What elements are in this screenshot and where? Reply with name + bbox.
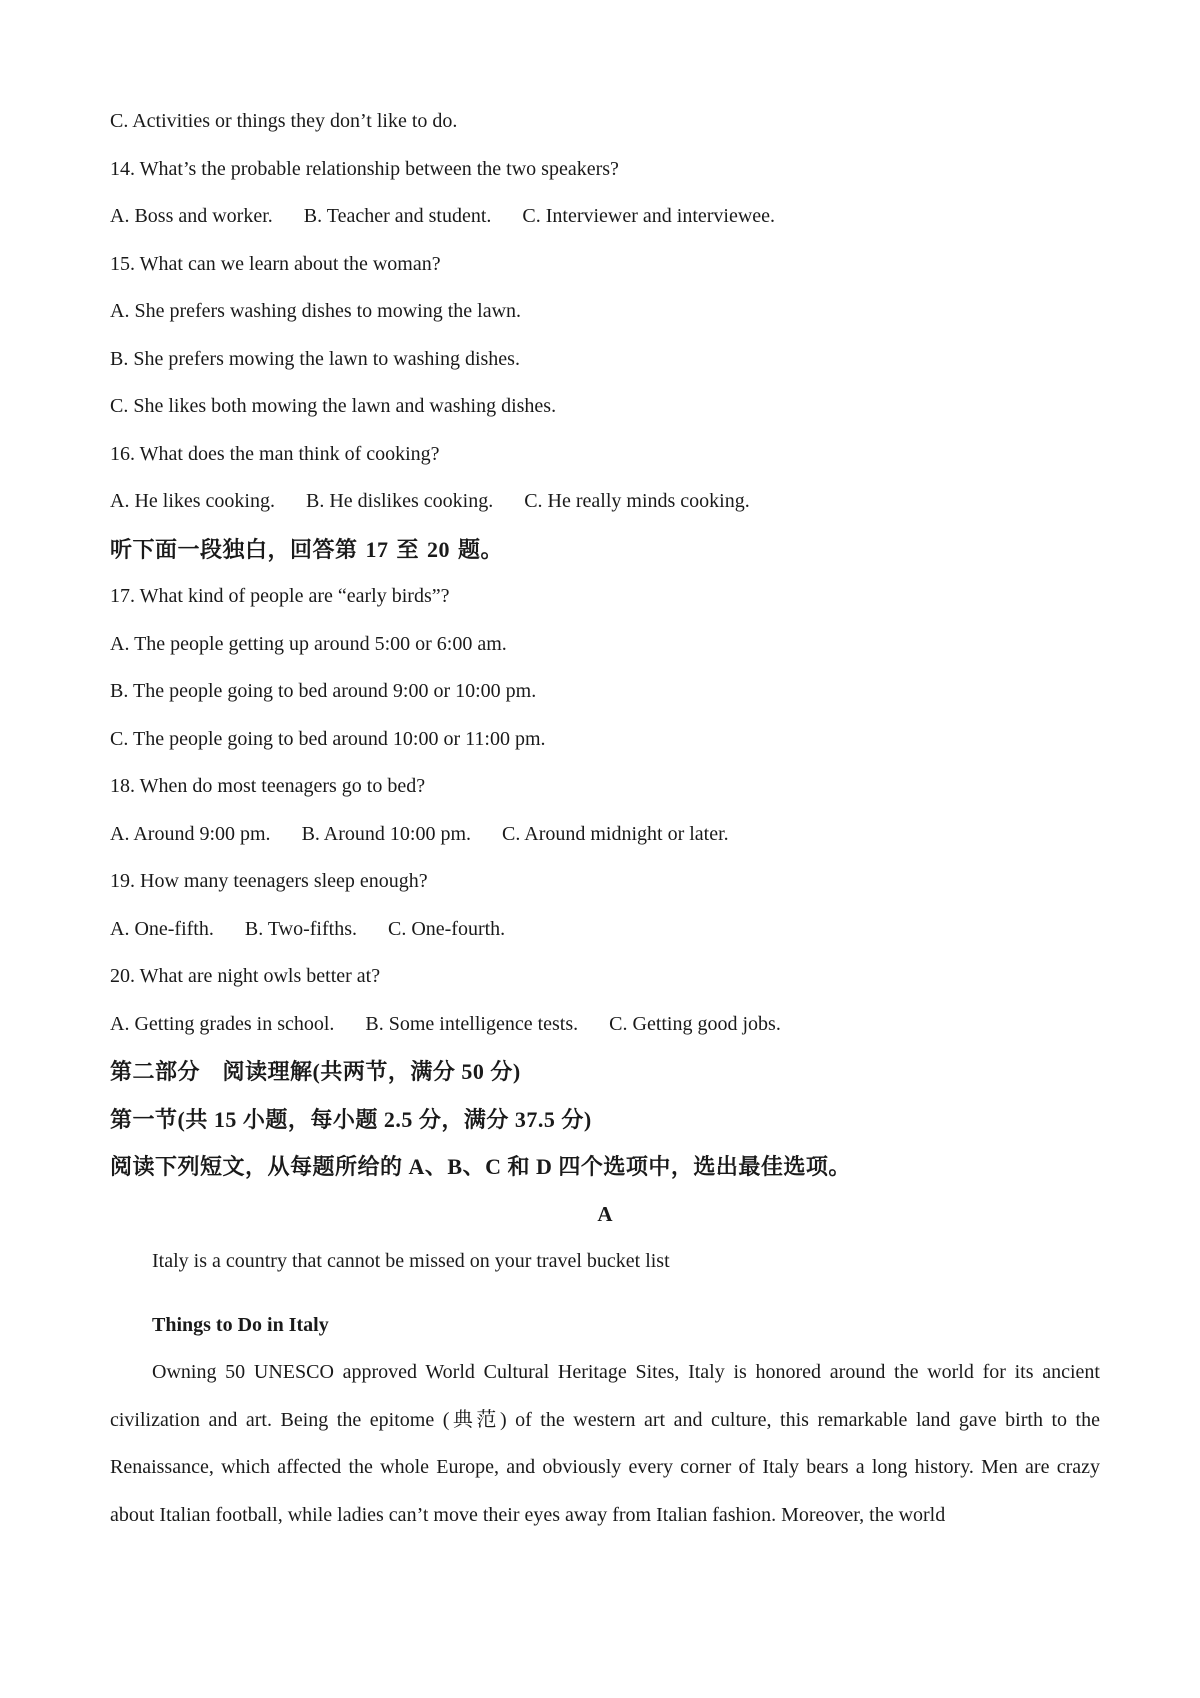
passage-subtitle: Things to Do in Italy <box>152 1313 329 1336</box>
passage-letter: A <box>597 1201 613 1226</box>
q15-question: 15. What can we learn about the woman? <box>110 252 441 275</box>
q16-option-b: B. He dislikes cooking. <box>305 490 494 512</box>
monologue-heading-from: 17 <box>365 536 389 562</box>
q15-option-c: C. She likes both mowing the lawn and washing dishes. <box>110 395 557 417</box>
q17-option-a: A. The people getting up around 5:00 or 6:00 am. <box>110 632 507 655</box>
passage-intro: Italy is a country that cannot be missed on your travel bucket list <box>152 1250 670 1272</box>
monologue-heading-to: 20 <box>427 536 451 562</box>
q16-question: 16. What does the man think of cooking? <box>110 442 440 465</box>
q19-options <box>110 906 1100 954</box>
q15-option-a: A. She prefers washing dishes to mowing the lawn. <box>110 300 522 322</box>
q19-option-a: A. One-fifth. <box>110 917 214 940</box>
q18-question: 18. When do most teenagers go to bed? <box>110 775 426 797</box>
q16-options <box>110 478 1100 526</box>
q19-option-b: B. Two-fifths. <box>244 917 357 940</box>
q14-options <box>110 193 1100 241</box>
q18-option-c: C. Around midnight or later. <box>502 822 729 845</box>
q20-options <box>110 1001 1100 1049</box>
q14-option-b: B. Teacher and student. <box>303 205 492 227</box>
passage-paragraph: Owning 50 UNESCO approved World Cultural Heritage Sites, Italy is honored around the world for its ancient civilization and art. Being the epitome (典范) of the western art and culture, this remarkable land gave birth to the Renaissance, which affected the whole Europe, and obviously every corner of Italy bears a long history. Men are crazy about Italian football, while ladies can’t move their eyes away from Italian fashion. Moreover, the world <box>110 1361 1100 1526</box>
q20-option-b: B. Some intelligence tests. <box>365 1012 579 1035</box>
monologue-heading <box>110 526 1100 574</box>
exam-page <box>110 98 1100 1539</box>
q20-option-a: A. Getting grades in school. <box>110 1012 335 1035</box>
q18-option-b: B. Around 10:00 pm. <box>301 822 472 845</box>
q19-question: 19. How many teenagers sleep enough? <box>110 870 428 892</box>
q17-option-b: B. The people going to bed around 9:00 or 10:00 pm. <box>110 680 537 702</box>
monologue-heading-post: 题。 <box>458 536 504 562</box>
q18-options <box>110 811 1100 859</box>
q14-question: 14. What’s the probable relationship between the two speakers? <box>110 157 619 180</box>
q13-option-c: C. Activities or things they don’t like to do. <box>110 110 458 132</box>
part2-heading: 第二部分 阅读理解(共两节，满分 50 分) <box>110 1059 521 1084</box>
reading-instruction: 阅读下列短文，从每题所给的 A、B、C 和 D 四个选项中，选出最佳选项。 <box>110 1154 851 1179</box>
q17-option-c: C. The people going to bed around 10:00 or 11:00 pm. <box>110 727 546 750</box>
monologue-heading-mid: 至 <box>396 536 420 562</box>
q16-option-c: C. He really minds cooking. <box>524 490 750 512</box>
q15-option-b: B. She prefers mowing the lawn to washing dishes. <box>110 347 520 370</box>
section1-heading: 第一节(共 15 小题，每小题 2.5 分，满分 37.5 分) <box>110 1106 592 1132</box>
q19-option-c: C. One-fourth. <box>387 917 506 940</box>
q16-option-a: A. He likes cooking. <box>110 490 275 512</box>
q14-option-c: C. Interviewer and interviewee. <box>522 205 776 227</box>
monologue-heading-pre: 听下面一段独白，回答第 <box>110 536 358 562</box>
q20-option-c: C. Getting good jobs. <box>609 1012 781 1035</box>
q20-question: 20. What are night owls better at? <box>110 965 381 987</box>
q18-option-a: A. Around 9:00 pm. <box>110 822 271 845</box>
q17-question: 17. What kind of people are “early birds”? <box>110 585 450 607</box>
q14-option-a: A. Boss and worker. <box>110 205 273 227</box>
